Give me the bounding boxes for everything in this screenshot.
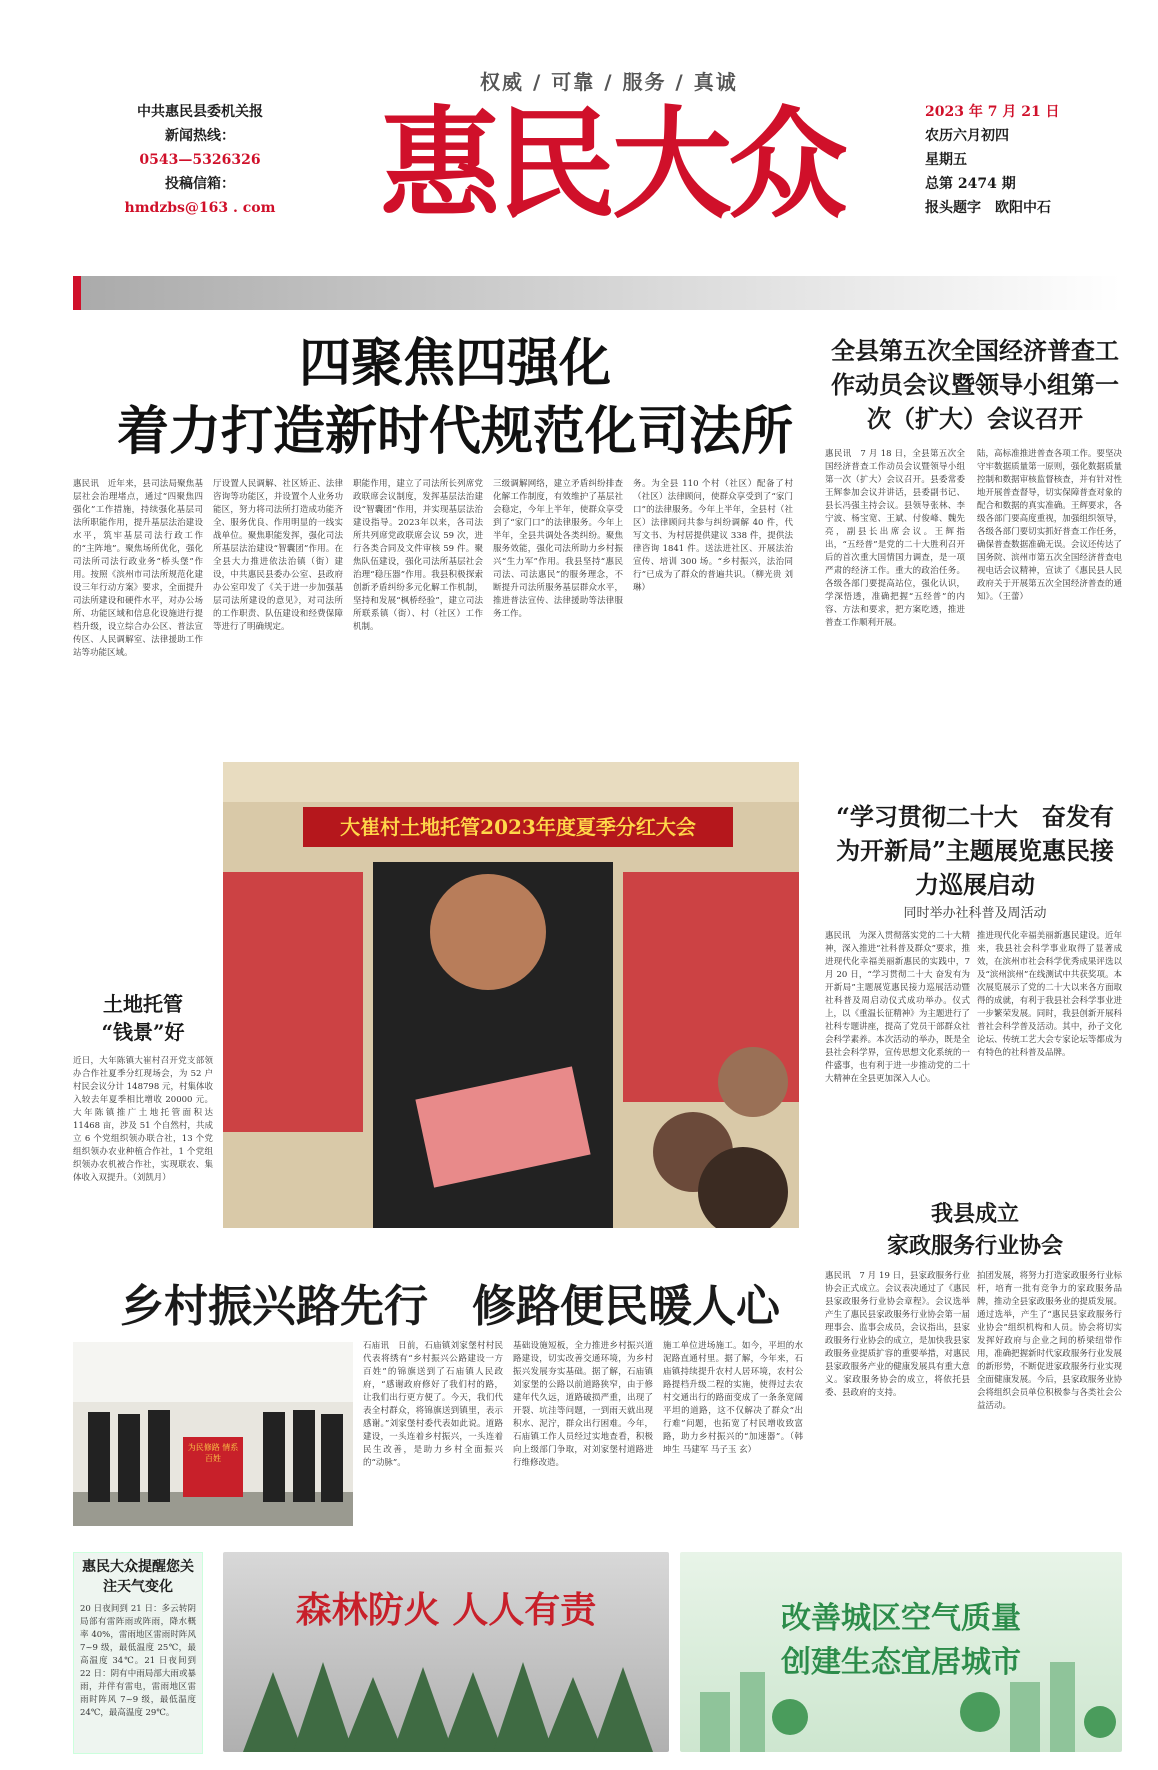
lead-article-col1: 惠民讯 近年来，县司法局聚焦基层社会治理堵点，通过“四聚焦四强化”工作措施，持续强化基层司法所职能作用，提升基层法治建设水平，筑牢基层司法行政工作的“主阵地”。聚焦场所优化，强化司法所司法行政业务“桥头堡”作用。按照《滨州市司法所规范化建设三年行动方案》要求，全面提升司法所建设和硬件水平，对办公场所、功能区域和信息化设施进行提档升级，设立综合办公区、普法宣传区、人民调解室、法律援助工作站等功能区域。 (73, 479, 203, 658)
road-banner-text: 为民修路 情系百姓 (187, 1443, 239, 1463)
lead-article-col3: 职能作用，建立了司法所长列席党政联席会议制度，发挥基层法治建设“智囊团”作用，并实现基层法治建设指导。2023年以来，各司法所共列席党政联席会议 59 次，进行各类合同及文件审核 59 件。聚焦队伍建设，强化司法所基层社会治理“稳压器”作用。我县积极探索创新矛盾纠纷多元化解工作机制，坚持和发展“枫桥经验”，建立司法所联系镇（街）、村（社区）工作机制。 (353, 479, 483, 632)
hotline-label: 新闻热线： (165, 128, 235, 144)
air-quality-slogan (680, 1597, 1122, 1685)
lunar-date: 农历六月初四 (925, 128, 1009, 144)
dividend-banner-text: 大崔村土地托管2023年度夏季分红大会 (340, 815, 696, 839)
housekeeping-article-col1: 惠民讯 7 月 19 日，县家政服务行业协会正式成立。会议表决通过了《惠民县家政服务行业协会章程》。会议选举产生了惠民县家政服务行业协会第一届理事会、监事会成员，会议指出，县家政服务行业协会的成立，是加快我县家政服务业提质扩容的重要举措，对惠民县家政服务产业的健康发展具有重大意义。家政服务协会的成立，将依托县委、县政府的支持。 (825, 1271, 970, 1398)
land-trust-headline[interactable] (73, 990, 213, 1046)
lead-article-col4: 三级调解网络，建立矛盾纠纷排查化解工作制度，有效维护了基层社会稳定，今年上半年，使群众享受到了“家门口”的法律服务。今年上半年，全县共调处各类纠纷。聚焦服务效能，强化司法所助力乡村振兴“生力军”作用。我县坚持“惠民司法、司法惠民”的服务理念，不断提升司法所服务基层群众水平，推进普法宣传、法律援助等法律服务工作。 (493, 479, 623, 619)
census-article-col2: 陆，高标准推进普查各项工作。要坚决守牢数据质量第一原则，强化数据质量控制和数据审核监督核查，并有针对性地开展普查督导，切实保障普查对象的配合和数据的真实准确。王辉要求，各级各部门要高度重视，加强组织领导，各级各部门要切实抓好普查工作任务，确保普查数据准确无误。会议还传达了国务院、滨州市第五次全国经济普查电视电话会议精神，宣读了《惠民县人民政府关于开展第五次全国经济普查的通知》。（王蕾） (977, 449, 1122, 602)
road-banner-photo-graphic (73, 1342, 353, 1526)
lead-article-col2: 厅设置人民调解、社区矫正、法律咨询等功能区，并设置个人业务功能区，努力将司法所打造成功能齐全、服务优良、作用明显的一线实战单位。聚焦职能发挥，强化司法所基层法治建设“智囊团”作用。在全县大力推进依法治镇（街）建设，中共惠民县委办公室、县政府办公室印发了《关于进一步加强基层司法所建设的意见》，对司法所的工作职责、队伍建设和经费保障等进行了明确规定。 (213, 479, 343, 632)
land-trust-headline-line1: 土地托管 (103, 992, 183, 1016)
publisher: 中共惠民县委机关报 (137, 104, 263, 120)
issue-info (925, 100, 1075, 220)
lead-article-col5: 务。为全县 110 个村（社区）配备了村（社区）法律顾问，使群众享受到了“家门口”的法律服务。今年上半年，全县村（社区）法律顾问共参与纠纷调解 40 件，代写文书、为村居提供建议 338 件，提供法律咨询 1841 件。送法进社区、开展法治宣传、培训 300 场。“乡村振兴，法治同行”已成为了群众的普遍共识。（柳光贵 刘琳） (633, 479, 793, 593)
header-divider-bar (73, 276, 1121, 310)
exhibit-article-col2: 推进现代化幸福美丽新惠民建设。近年来，我县社会科学事业取得了显著成效，在滨州市社会科学优秀成果评选以及“滨州滨州”在线测试中共获奖项。本次展览展示了党的二十大以来各方面取得的成就，有利于我县社会科学事业进一步繁荣发展。同时，我县创新开展科普社会科学普及活动。其中，孙子文化论坛、传统工艺大会专家论坛等都成为有特色的社科普及品牌。 (977, 931, 1122, 1058)
housekeeping-article-headline[interactable] (825, 1198, 1125, 1262)
air-quality-slogan-line2: 创建生态宜居城市 (781, 1645, 1021, 1680)
housekeeping-headline-line1: 我县成立 (930, 1201, 1019, 1227)
road-article-col1: 石庙讯 日前，石庙镇刘家堡村村民代表将绣有“乡村振兴公路建设一方百姓”的锦旗送到了石庙镇人民政府，“感谢政府修好了我们村的路，让我们出行更方便了。今天，我们代表全村群众，将锦旗送到镇里，表示感谢。”刘家堡村委代表如此说。道路建设，一头连着乡村振兴，一头连着民生改善，是助力乡村全面振兴的“动脉”。 (363, 1341, 503, 1468)
census-article-col1: 惠民讯 7 月 18 日，全县第五次全国经济普查工作动员会议暨领导小组第一次（扩大）会议召开。县委常委王辉参加会议并讲话，县委副书记、县长冯强主持会议。县领导张林、李宁波、杨宝宽、王斌、付俊峰、魏先亮，副县长出席会议。王辉指出，“五经普”是党的二十大胜利召开后的首次重大国情国力调查，是一项严肃的经济工作。重大的政治任务。各级各部门要提高站位，强化认识，学深悟透，准确把握“五经普”的内容、方法和要求，把方案吃透，推进普查工作顺利开展。 (825, 449, 965, 628)
lead-headline-line2: 着力打造新时代规范化司法所 (116, 402, 793, 462)
weather-text: 20 日夜间到 21 日：多云转阴局部有雷阵雨或阵雨，降水概率 40%，雷雨地区雷雨时阵风 7~9 级，最低温度 25℃，最高温度 34℃。21 日夜间到 22 日：阴有中雨局部大雨或暴雨，并伴有雷电，雷雨地区雷雨时阵风 7~9 级，最低温度 24℃，最高温度 29℃。 (80, 1604, 196, 1718)
land-trust-text: 近日，大年陈镇大崔村召开党支部领办合作社夏季分红现场会，为 52 户村民会议分计 148798 元，村集体收入较去年夏季相比增收 20000 元。大年陈镇推广土地托管面积达 11468 亩，涉及 51 个自然村，共成立 6 个党组织领办联合社，13 个党组织领办农业种植合作社，1 个党组织领办农机被合作社，实现联农、集体收入双提升。（刘凯月） (73, 1056, 213, 1183)
title-credit: 报头题字 欧阳中石 (925, 200, 1051, 216)
road-article-col2: 基础设施短板，全力推进乡村振兴道路建设，切实改善交通环境，为乡村振兴发展夯实基础。据了解，石庙镇刘家堡的公路以前道路狭窄，由于修建年代久远，道路破损严重，出现了开裂、坑洼等问题，一到雨天就出现积水、泥泞，群众出行困难。今年，石庙镇工作人员经过实地查看，积极向上级部门争取，对刘家堡村道路进行维修改造。 (513, 1341, 653, 1468)
land-dividend-photo[interactable] (223, 762, 799, 1228)
publisher-block (110, 100, 290, 220)
exhibit-article-headline[interactable]: “学习贯彻二十大 奋发有为开新局”主题展览惠民接力巡展启动 (836, 802, 1114, 899)
email-address: hmdzbs@163 . com (124, 200, 276, 216)
issue-number: 总第 2474 期 (925, 176, 1016, 192)
exhibit-article-col1: 惠民讯 为深入贯彻落实党的二十大精神，深入推进“社科普及群众”要求，推进现代化幸福美丽新惠民的实践中，7 月 20 日，“学习贯彻二十大 奋发有为开新局”主题展览惠民接力巡展活动暨社科普及周启动仪式成功举办。仪式上，以《重温长征精神》为主题进行了社科专题讲座，提高了党员干部群众社会科学素养。本次活动的举办，既是全县社会科学界，宣传思想文化系统的一件盛事，也有利于进一步推动党的二十大精神在全县更加深入人心。 (825, 931, 970, 1084)
air-quality-ad[interactable] (680, 1552, 1122, 1752)
email-label: 投稿信箱： (165, 176, 235, 192)
air-quality-slogan-line1: 改善城区空气质量 (781, 1601, 1021, 1636)
hotline-number: 0543—5326326 (139, 152, 261, 168)
motto: 权威 / 可靠 / 服务 / 真诚 (480, 70, 738, 94)
issue-date: 2023 年 7 月 21 日 (925, 104, 1060, 120)
weather-title: 惠民大众提醒您关注天气变化 (82, 1559, 194, 1595)
weekday: 星期五 (925, 152, 967, 168)
weather-box (73, 1552, 203, 1754)
masthead-logo: 惠民大众 (380, 94, 844, 235)
exhibit-article-subtitle: 同时举办社科普及周活动 (903, 906, 1047, 921)
header-divider-accent (73, 276, 81, 310)
lead-article-headline[interactable] (95, 330, 815, 466)
census-article-headline[interactable]: 全县第五次全国经济普查工作动员会议暨领导小组第一次（扩大）会议召开 (831, 336, 1119, 433)
housekeeping-headline-line2: 家政服务行业协会 (886, 1233, 1063, 1259)
road-banner-photo[interactable] (73, 1342, 353, 1526)
road-article-headline[interactable]: 乡村振兴路先行 修路便民暖人心 (120, 1281, 780, 1332)
housekeeping-article-col2: 拍团发展，将努力打造家政服务行业标杆，培育一批有竞争力的家政服务品牌，推动全县家政服务业的提质发展。通过选举，产生了“惠民县家政服务行业协会”组织机构和人员。协会将切实发挥好政府与企业之间的桥梁纽带作用，准确把握新时代家政服务行业发展的新形势，不断促进家政服务行业实现全面健康发展。今后，县家政服务业协会将组织会员单位积极参与各类社会公益活动。 (977, 1271, 1122, 1411)
road-article-col3: 施工单位进场施工。如今，平坦的水泥路直通村里。据了解，今年来，石庙镇持续提升农村人居环境，农村公路提档升级二程的实施，使得过去农村交通出行的路面变成了一条条宽阔平坦的道路，这不仅解决了群众“出行难”问题，也拓宽了村民增收致富路，助力乡村振兴的“加速器”。（韩坤生 马建军 马子玉 玄） (663, 1341, 803, 1455)
lead-headline-line1: 四聚焦四强化 (298, 334, 611, 394)
land-trust-headline-line2: “钱景”好 (101, 1020, 185, 1044)
forest-fire-ad[interactable] (223, 1552, 669, 1752)
forest-fire-slogan: 森林防火 人人有责 (295, 1590, 597, 1631)
